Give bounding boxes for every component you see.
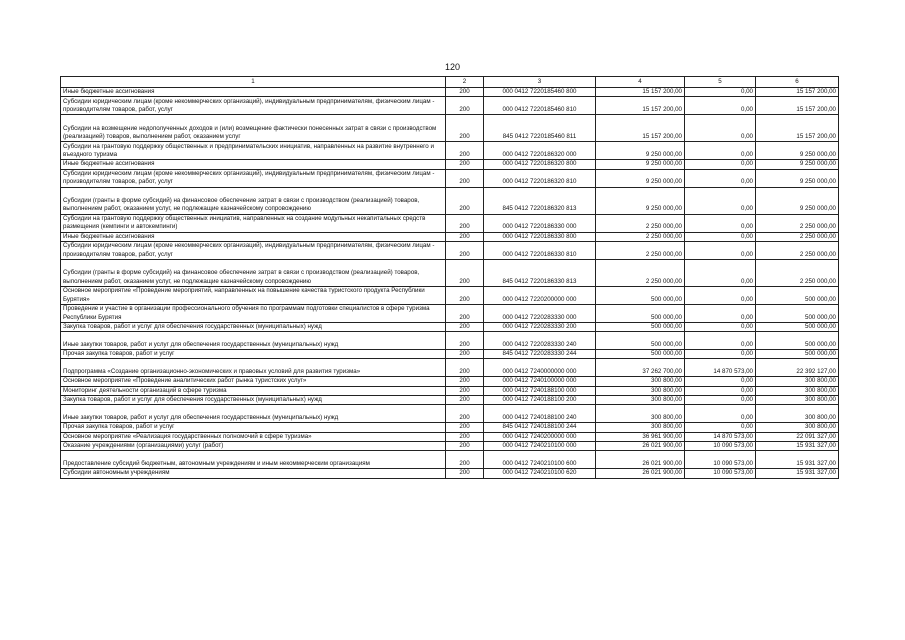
row-col2-cell: 200: [446, 241, 484, 259]
row-col5-cell: 0,00: [685, 423, 756, 432]
row-name-cell: Основное мероприятие «Проведение мероприятий, направленных на повышение качества туристского продукта Республики Бурятия»: [61, 286, 446, 304]
row-col2-cell: 200: [446, 160, 484, 169]
row-code-cell: 000 0412 7240188100 000: [484, 386, 596, 395]
row-col6-cell: 2 250 000,00: [756, 259, 839, 286]
table-row: [61, 441, 839, 450]
row-col6-cell: 300 800,00: [756, 423, 839, 432]
row-name-cell: Иные закупки товаров, работ и услуг для обеспечения государственных (муниципальных) нужд: [61, 405, 446, 423]
row-col5-cell: 14 870 573,00: [685, 359, 756, 377]
row-name-cell: Подпрограмма «Создание организационно-экономических и правовых условий для развития туризма»: [61, 359, 446, 377]
table-row: [61, 432, 839, 441]
row-col2-cell: 200: [446, 405, 484, 423]
row-col4-cell: 36 961 900,00: [596, 432, 685, 441]
row-code-cell: 845 0412 7240188100 244: [484, 423, 596, 432]
row-name-cell: Субсидии юридическим лицам (кроме некоммерческих организаций), индивидуальным предпринимателям, физическим лицам - производителям товаров, работ, услуг: [61, 241, 446, 259]
row-code-cell: 000 0412 7220185460 800: [484, 88, 596, 97]
row-col2-cell: 200: [446, 451, 484, 469]
row-col4-cell: 15 157 200,00: [596, 97, 685, 115]
row-col2-cell: 200: [446, 332, 484, 350]
row-col6-cell: 500 000,00: [756, 350, 839, 359]
row-code-cell: 000 0412 7240210100 600: [484, 451, 596, 469]
table-row: [61, 423, 839, 432]
row-col5-cell: 10 090 573,00: [685, 469, 756, 478]
row-col4-cell: 26 021 900,00: [596, 451, 685, 469]
row-col6-cell: 2 250 000,00: [756, 232, 839, 241]
row-col5-cell: 0,00: [685, 259, 756, 286]
row-col6-cell: 15 157 200,00: [756, 115, 839, 142]
row-col5-cell: 10 090 573,00: [685, 451, 756, 469]
table-row: [61, 241, 839, 259]
row-name-cell: Иные бюджетные ассигнования: [61, 232, 446, 241]
row-col4-cell: 37 262 700,00: [596, 359, 685, 377]
row-name-cell: Субсидии юридическим лицам (кроме некоммерческих организаций), индивидуальным предпринимателям, физическим лицам - производителям товаров, работ, услуг: [61, 169, 446, 187]
row-name-cell: Субсидии на грантовую поддержку общественных и предпринимательских инициатив, направленных на развитие внутреннего и въездного туризма: [61, 142, 446, 160]
row-name-cell: Закупка товаров, работ и услуг для обеспечения государственных (муниципальных) нужд: [61, 396, 446, 405]
row-col5-cell: 0,00: [685, 169, 756, 187]
row-col5-cell: 0,00: [685, 322, 756, 331]
row-col6-cell: 15 931 327,00: [756, 451, 839, 469]
row-code-cell: 000 0412 7220186320 000: [484, 142, 596, 160]
row-col4-cell: 2 250 000,00: [596, 214, 685, 232]
row-col2-cell: 200: [446, 377, 484, 386]
row-col6-cell: 500 000,00: [756, 332, 839, 350]
row-col2-cell: 200: [446, 350, 484, 359]
table-row: [61, 142, 839, 160]
budget-table: [60, 76, 839, 479]
row-col4-cell: 9 250 000,00: [596, 169, 685, 187]
row-code-cell: 000 0412 7220185460 810: [484, 97, 596, 115]
table-row: [61, 286, 839, 304]
table-row: [61, 259, 839, 286]
row-code-cell: 000 0412 7240210100 000: [484, 441, 596, 450]
row-col5-cell: 0,00: [685, 350, 756, 359]
row-code-cell: 000 0412 7240000000 000: [484, 359, 596, 377]
row-col2-cell: 200: [446, 304, 484, 322]
row-col4-cell: 2 250 000,00: [596, 241, 685, 259]
row-code-cell: 845 0412 7220185460 811: [484, 115, 596, 142]
table-row: [61, 88, 839, 97]
column-header: 3: [484, 77, 596, 88]
row-name-cell: Оказание учреждениями (организациями) услуг (работ): [61, 441, 446, 450]
row-name-cell: Предоставление субсидий бюджетным, автономным учреждениям и иным некоммерческим организациям: [61, 451, 446, 469]
table-row: [61, 332, 839, 350]
row-name-cell: Основное мероприятие «Проведение аналитических работ рынка туристских услуг»: [61, 377, 446, 386]
row-col2-cell: 200: [446, 359, 484, 377]
row-col4-cell: 9 250 000,00: [596, 142, 685, 160]
table-row: [61, 97, 839, 115]
column-header: 2: [446, 77, 484, 88]
row-col4-cell: 500 000,00: [596, 286, 685, 304]
row-code-cell: 000 0412 7240100000 000: [484, 377, 596, 386]
row-name-cell: Мониторинг деятельности организаций в сфере туризма: [61, 386, 446, 395]
row-code-cell: 000 0412 7240188100 240: [484, 405, 596, 423]
row-col4-cell: 9 250 000,00: [596, 187, 685, 214]
row-col2-cell: 200: [446, 322, 484, 331]
row-col5-cell: 0,00: [685, 214, 756, 232]
row-col4-cell: 15 157 200,00: [596, 88, 685, 97]
row-col2-cell: 200: [446, 259, 484, 286]
row-code-cell: 000 0412 7220283330 200: [484, 322, 596, 331]
row-name-cell: Иные бюджетные ассигнования: [61, 160, 446, 169]
column-header: 1: [61, 77, 446, 88]
row-col4-cell: 300 800,00: [596, 405, 685, 423]
row-col5-cell: 0,00: [685, 377, 756, 386]
row-col4-cell: 500 000,00: [596, 332, 685, 350]
column-header: 6: [756, 77, 839, 88]
row-name-cell: Субсидии автономным учреждениям: [61, 469, 446, 478]
row-name-cell: Субсидии (гранты в форме субсидий) на финансовое обеспечение затрат в связи с производством (реализацией) товаров, выполнением работ, оказанием услуг, не подлежащие казначейскому сопровождению: [61, 187, 446, 214]
row-col2-cell: 200: [446, 142, 484, 160]
row-col4-cell: 26 021 900,00: [596, 469, 685, 478]
row-name-cell: Иные закупки товаров, работ и услуг для обеспечения государственных (муниципальных) нужд: [61, 332, 446, 350]
row-col6-cell: 9 250 000,00: [756, 142, 839, 160]
table-row: [61, 359, 839, 377]
row-code-cell: 000 0412 7220186320 810: [484, 169, 596, 187]
row-code-cell: 000 0412 7240188100 200: [484, 396, 596, 405]
row-col6-cell: 300 800,00: [756, 405, 839, 423]
row-col2-cell: 200: [446, 88, 484, 97]
row-col6-cell: 15 157 200,00: [756, 97, 839, 115]
table-row: [61, 451, 839, 469]
row-code-cell: 000 0412 7220186330 000: [484, 214, 596, 232]
row-col4-cell: 300 800,00: [596, 396, 685, 405]
row-col5-cell: 0,00: [685, 286, 756, 304]
row-col6-cell: 15 931 327,00: [756, 469, 839, 478]
row-col6-cell: 2 250 000,00: [756, 214, 839, 232]
row-col6-cell: 500 000,00: [756, 322, 839, 331]
row-code-cell: 000 0412 7220186320 800: [484, 160, 596, 169]
row-col6-cell: 500 000,00: [756, 286, 839, 304]
row-col5-cell: 0,00: [685, 97, 756, 115]
row-col5-cell: 0,00: [685, 241, 756, 259]
row-col6-cell: 15 157 200,00: [756, 88, 839, 97]
budget-table-body: [61, 77, 839, 479]
row-name-cell: Закупка товаров, работ и услуг для обеспечения государственных (муниципальных) нужд: [61, 322, 446, 331]
row-col5-cell: 0,00: [685, 386, 756, 395]
row-col4-cell: 26 021 900,00: [596, 441, 685, 450]
row-col2-cell: 200: [446, 423, 484, 432]
row-name-cell: Иные бюджетные ассигнования: [61, 88, 446, 97]
row-col6-cell: 300 800,00: [756, 377, 839, 386]
row-name-cell: Субсидии (гранты в форме субсидий) на финансовое обеспечение затрат в связи с производством (реализацией) товаров, выполнением работ, оказанием услуг, не подлежащие казначейскому сопровождению: [61, 259, 446, 286]
table-row: [61, 386, 839, 395]
row-col6-cell: 2 250 000,00: [756, 241, 839, 259]
row-col5-cell: 14 870 573,00: [685, 432, 756, 441]
row-col2-cell: 200: [446, 187, 484, 214]
row-col6-cell: 9 250 000,00: [756, 187, 839, 214]
row-col2-cell: 200: [446, 441, 484, 450]
row-col4-cell: 500 000,00: [596, 322, 685, 331]
table-row: [61, 187, 839, 214]
row-name-cell: Основное мероприятие «Реализация государственных полномочий в сфере туризма»: [61, 432, 446, 441]
row-col5-cell: 0,00: [685, 304, 756, 322]
row-code-cell: 845 0412 7220186330 813: [484, 259, 596, 286]
table-row: [61, 160, 839, 169]
row-col4-cell: 500 000,00: [596, 350, 685, 359]
row-code-cell: 000 0412 7220283330 000: [484, 304, 596, 322]
table-row: [61, 214, 839, 232]
table-row: [61, 304, 839, 322]
row-name-cell: Субсидии юридическим лицам (кроме некоммерческих организаций), индивидуальным предпринимателям, физическим лицам - производителям товаров, работ, услуг: [61, 97, 446, 115]
row-col2-cell: 200: [446, 169, 484, 187]
row-col4-cell: 300 800,00: [596, 377, 685, 386]
row-col5-cell: 0,00: [685, 142, 756, 160]
row-col4-cell: 300 800,00: [596, 423, 685, 432]
table-row: [61, 350, 839, 359]
row-code-cell: 000 0412 7220186330 800: [484, 232, 596, 241]
table-row: [61, 405, 839, 423]
row-code-cell: 845 0412 7220283330 244: [484, 350, 596, 359]
row-name-cell: Прочая закупка товаров, работ и услуг: [61, 350, 446, 359]
row-col5-cell: 0,00: [685, 332, 756, 350]
row-code-cell: 000 0412 7220186330 810: [484, 241, 596, 259]
row-col2-cell: 200: [446, 469, 484, 478]
table-row: [61, 322, 839, 331]
row-col5-cell: 0,00: [685, 396, 756, 405]
row-col5-cell: 0,00: [685, 405, 756, 423]
row-col2-cell: 200: [446, 432, 484, 441]
row-name-cell: Прочая закупка товаров, работ и услуг: [61, 423, 446, 432]
row-col4-cell: 9 250 000,00: [596, 160, 685, 169]
table-row: [61, 469, 839, 478]
page-number: 120: [444, 62, 461, 72]
row-col2-cell: 200: [446, 286, 484, 304]
row-col6-cell: 22 091 327,00: [756, 432, 839, 441]
row-col5-cell: 0,00: [685, 88, 756, 97]
row-code-cell: 000 0412 7220283330 240: [484, 332, 596, 350]
row-col4-cell: 2 250 000,00: [596, 232, 685, 241]
row-col4-cell: 2 250 000,00: [596, 259, 685, 286]
row-code-cell: 000 0412 7220200000 000: [484, 286, 596, 304]
row-col5-cell: 0,00: [685, 187, 756, 214]
row-name-cell: Субсидии на грантовую поддержку общественных инициатив, направленных на создание модульных некапитальных средств размещения (кемпинги и автокемпинги): [61, 214, 446, 232]
row-code-cell: 000 0412 7240200000 000: [484, 432, 596, 441]
row-col6-cell: 500 000,00: [756, 304, 839, 322]
row-col6-cell: 22 392 127,00: [756, 359, 839, 377]
row-col2-cell: 200: [446, 232, 484, 241]
row-col6-cell: 300 800,00: [756, 396, 839, 405]
row-code-cell: 000 0412 7240210100 620: [484, 469, 596, 478]
table-row: [61, 396, 839, 405]
row-col6-cell: 15 931 327,00: [756, 441, 839, 450]
row-col5-cell: 0,00: [685, 160, 756, 169]
column-header: 4: [596, 77, 685, 88]
row-col5-cell: 0,00: [685, 115, 756, 142]
row-col6-cell: 9 250 000,00: [756, 160, 839, 169]
row-col2-cell: 200: [446, 115, 484, 142]
row-code-cell: 845 0412 7220186320 813: [484, 187, 596, 214]
table-header-row: [61, 77, 839, 88]
table-row: [61, 169, 839, 187]
table-row: [61, 115, 839, 142]
table-row: [61, 232, 839, 241]
row-col5-cell: 0,00: [685, 232, 756, 241]
column-header: 5: [685, 77, 756, 88]
row-col6-cell: 9 250 000,00: [756, 169, 839, 187]
row-col5-cell: 10 090 573,00: [685, 441, 756, 450]
row-col2-cell: 200: [446, 386, 484, 395]
row-col4-cell: 15 157 200,00: [596, 115, 685, 142]
row-col2-cell: 200: [446, 97, 484, 115]
row-name-cell: Проведение и участие в организации профессионального обучения по программам подготовки специалистов в сфере туризма Республики Бурятия: [61, 304, 446, 322]
row-col2-cell: 200: [446, 396, 484, 405]
row-col4-cell: 300 800,00: [596, 386, 685, 395]
row-col4-cell: 500 000,00: [596, 304, 685, 322]
row-name-cell: Субсидии на возмещение недополученных доходов и (или) возмещение фактически понесенных затрат в связи с производством (реализацией) товаров, выполнением работ, оказанием услуг: [61, 115, 446, 142]
row-col2-cell: 200: [446, 214, 484, 232]
table-row: [61, 377, 839, 386]
row-col6-cell: 300 800,00: [756, 386, 839, 395]
